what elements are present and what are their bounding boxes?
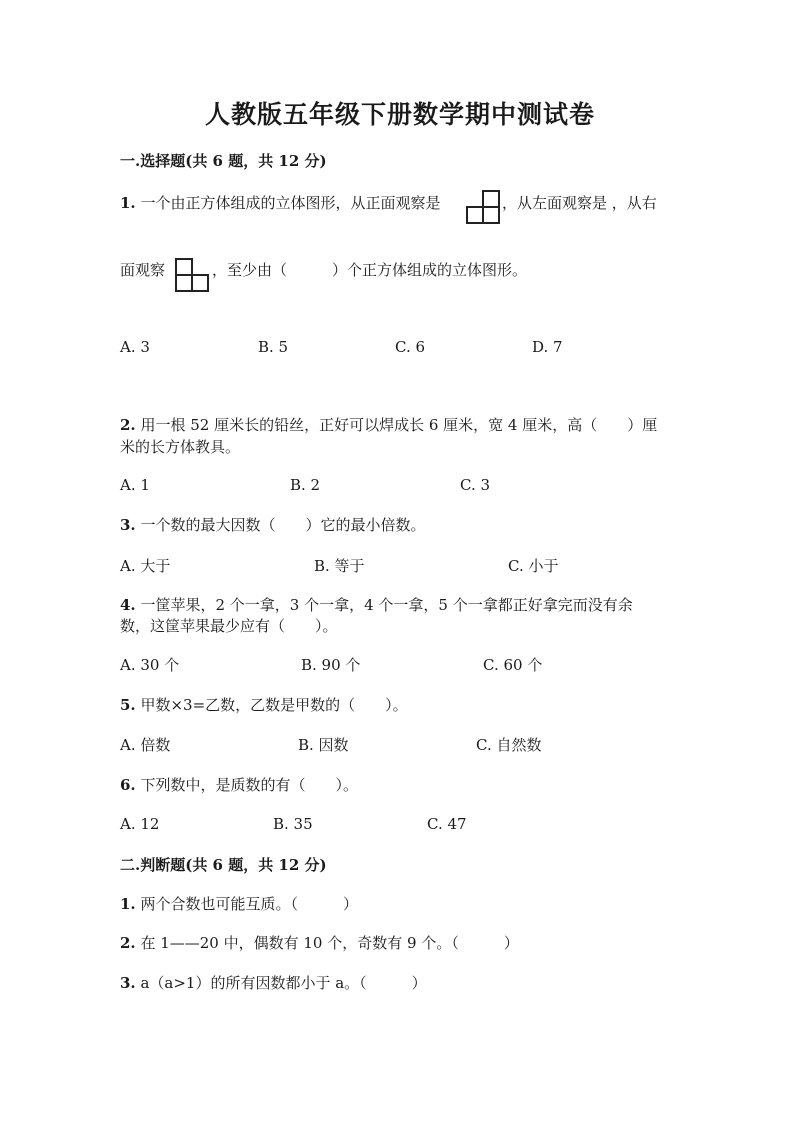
q5-option-b[interactable]: B. 因数 [298,736,349,754]
q4-option-c[interactable]: C. 60 个 [483,656,543,674]
q2-option-b[interactable]: B. 2 [290,476,321,494]
q4-option-a[interactable]: A. 30 个 [120,656,180,674]
question-number: 2. [120,416,136,434]
q6-option-b[interactable]: B. 35 [273,815,313,833]
question-text: 甲数×3=乙数，乙数是甲数的（ ）。 [140,696,408,714]
q1-option-d[interactable]: D. 7 [532,338,563,356]
question-number: 5. [120,696,136,714]
q4-option-b[interactable]: B. 90 个 [301,656,361,674]
question-number: 6. [120,776,136,794]
question-6 [120,774,358,795]
q5-option-a[interactable]: A. 倍数 [120,736,171,754]
section-heading-judge: 二.判断题(共 6 题，共 12 分) [120,856,327,874]
question-text: 两个合数也可能互质。（ ） [140,895,358,913]
question-1-text-b: ，从左面观察是 ，从右 [502,194,657,212]
question-2-line-2: 米的长方体教具。 [120,438,241,456]
section-heading-choice: 一.选择题(共 6 题，共 12 分) [120,152,327,170]
q2-option-c[interactable]: C. 3 [460,476,491,494]
q6-option-a[interactable]: A. 12 [120,815,160,833]
q1-option-a[interactable]: A. 3 [120,338,150,356]
question-4-line-2: 数，这筐苹果最少应有（ ）。 [120,617,338,635]
q1-option-b[interactable]: B. 5 [258,338,289,356]
question-4-line-1 [120,594,633,615]
q5-option-c[interactable]: C. 自然数 [476,736,542,754]
question-1-text-c: 面观察 [120,261,166,279]
q3-option-c[interactable]: C. 小于 [508,557,559,575]
q6-option-c[interactable]: C. 47 [427,815,467,833]
question-number: 2. [120,934,136,952]
question-number: 4. [120,596,136,614]
question-text: 一筐苹果，2 个一拿，3 个一拿，4 个一拿，5 个一拿都正好拿完而没有余 [140,596,633,614]
question-3 [120,514,425,535]
q3-option-a[interactable]: A. 大于 [120,557,171,575]
judge-3 [120,972,427,993]
question-text: 用一根 52 厘米长的铅丝，正好可以焊成长 6 厘米，宽 4 厘米，高（ ）厘 [140,416,658,434]
question-1-line-1 [120,192,440,213]
question-1-text-d: ，至少由（ ）个正方体组成的立体图形。 [212,261,528,279]
q1-option-c[interactable]: C. 6 [395,338,426,356]
question-number: 1. [120,895,136,913]
question-number: 1. [120,194,136,212]
question-2-line-1 [120,414,657,435]
judge-1 [120,893,358,914]
page-title: 人教版五年级下册数学期中测试卷 [204,100,595,129]
question-number: 3. [120,516,136,534]
question-number: 3. [120,974,136,992]
question-text: 一个由正方体组成的立体图形，从正面观察是 [140,194,441,212]
judge-2 [120,932,519,953]
question-text: a（a>1）的所有因数都小于 a。（ ） [140,974,427,992]
question-text: 下列数中，是质数的有（ ）。 [140,776,358,794]
question-text: 在 1——20 中，偶数有 10 个，奇数有 9 个。（ ） [140,934,519,952]
question-text: 一个数的最大因数（ ）它的最小倍数。 [140,516,426,534]
q2-option-a[interactable]: A. 1 [120,476,150,494]
q3-option-b[interactable]: B. 等于 [314,557,365,575]
question-5 [120,694,408,715]
